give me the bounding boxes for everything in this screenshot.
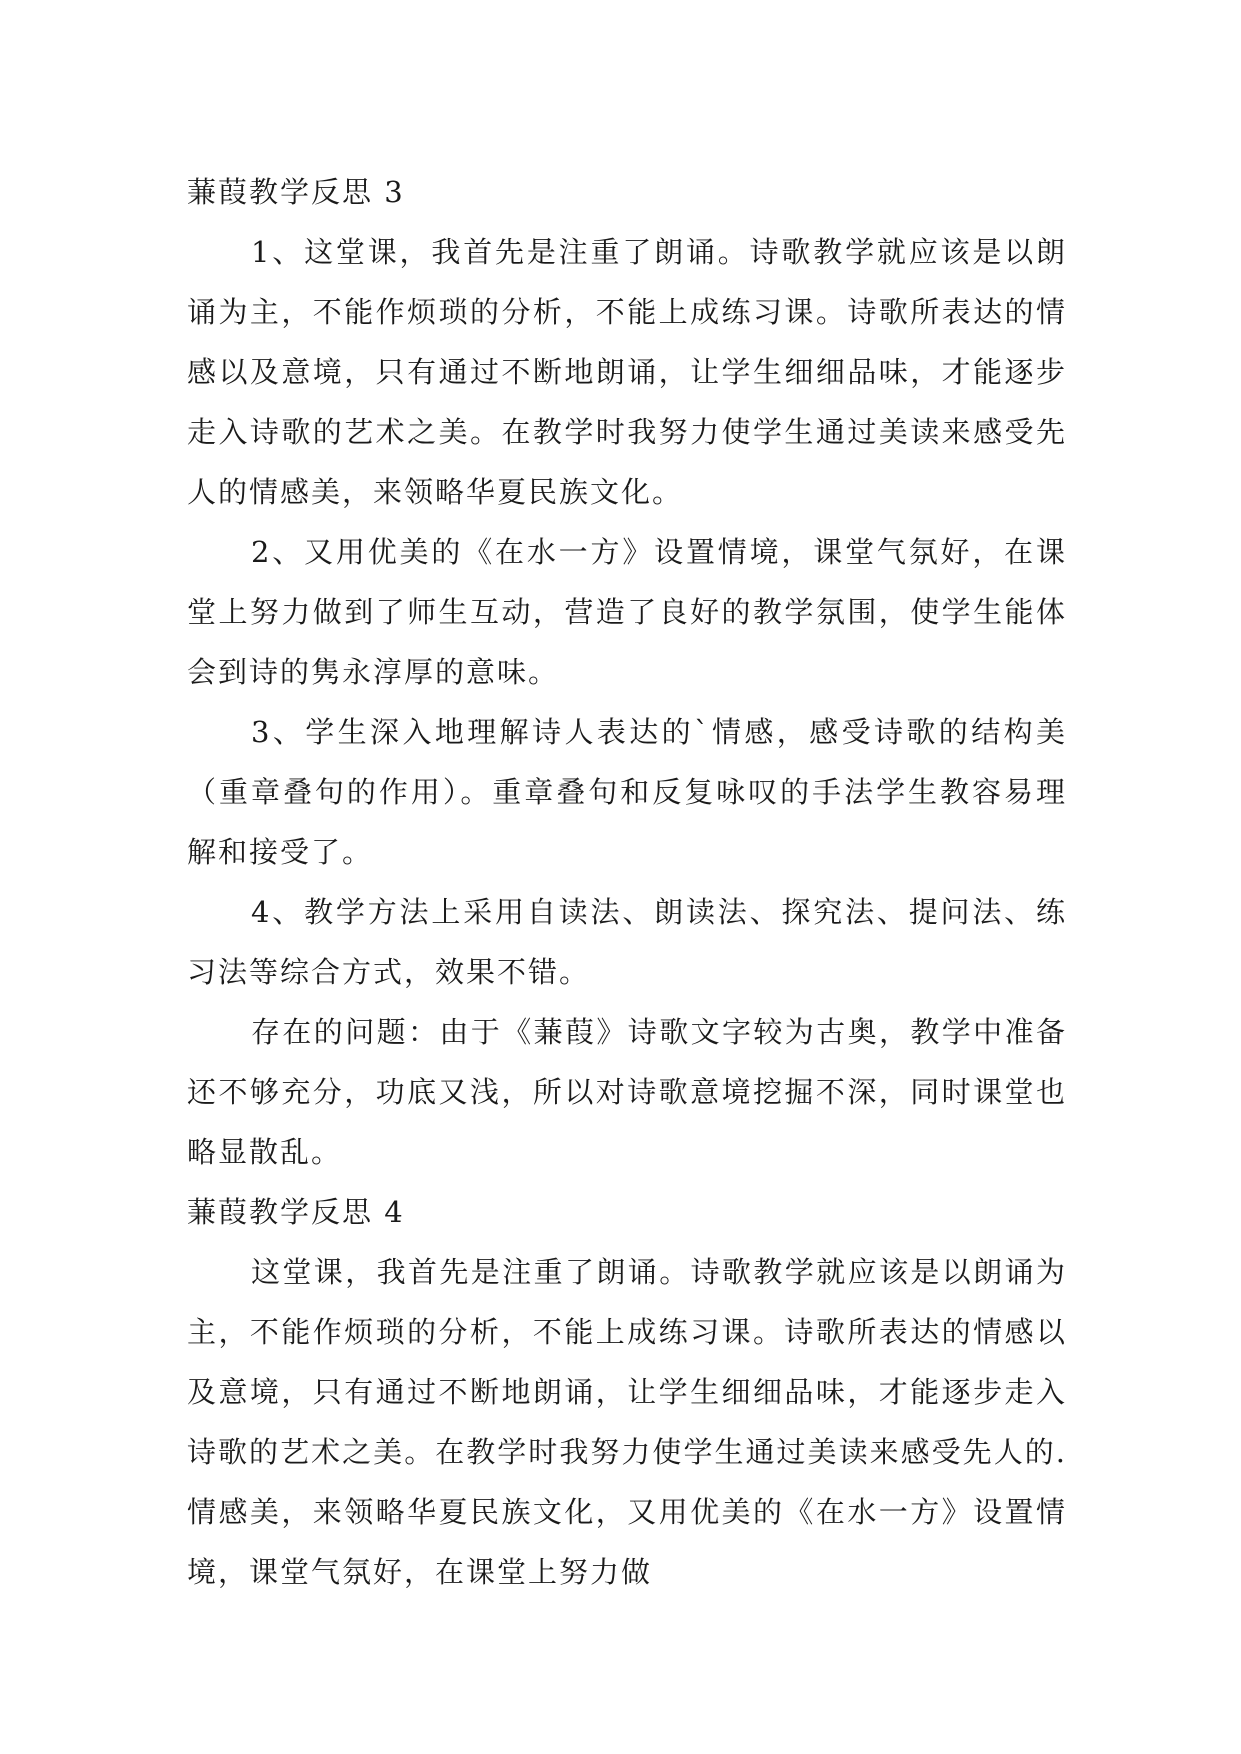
paragraph: 2、又用优美的《在水一方》设置情境，课堂气氛好，在课堂上努力做到了师生互动，营造了良好的教学氛围，使学生能体会到诗的隽永淳厚的意味。 bbox=[187, 535, 1067, 689]
paragraph: 1、这堂课，我首先是注重了朗诵。诗歌教学就应该是以朗诵为主，不能作烦琐的分析，不能上成练习课。诗歌所表达的情感以及意境，只有通过不断地朗诵，让学生细细品味，才能逐步走入诗歌的艺术之美。在教学时我努力使学生通过美读来感受先人的情感美，来领略华夏民族文化。 bbox=[187, 235, 1067, 509]
document-body bbox=[187, 162, 1067, 1602]
section-title-4: 蒹葭教学反思 4 bbox=[187, 1195, 405, 1229]
paragraph: 3、学生深入地理解诗人表达的`情感，感受诗歌的结构美（重章叠句的作用）。重章叠句和反复咏叹的手法学生教容易理解和接受了。 bbox=[187, 715, 1067, 869]
section-title-3: 蒹葭教学反思 3 bbox=[187, 175, 405, 209]
paragraph: 存在的问题：由于《蒹葭》诗歌文字较为古奥，教学中准备还不够充分，功底又浅，所以对诗歌意境挖掘不深，同时课堂也略显散乱。 bbox=[187, 1015, 1067, 1169]
paragraph: 4、教学方法上采用自读法、朗读法、探究法、提问法、练习法等综合方式，效果不错。 bbox=[187, 895, 1067, 989]
paragraph: 这堂课，我首先是注重了朗诵。诗歌教学就应该是以朗诵为主，不能作烦琐的分析，不能上成练习课。诗歌所表达的情感以及意境，只有通过不断地朗诵，让学生细细品味，才能逐步走入诗歌的艺术之美。在教学时我努力使学生通过美读来感受先人的.情感美，来领略华夏民族文化，又用优美的《在水一方》设置情境，课堂气氛好，在课堂上努力做 bbox=[187, 1255, 1067, 1589]
